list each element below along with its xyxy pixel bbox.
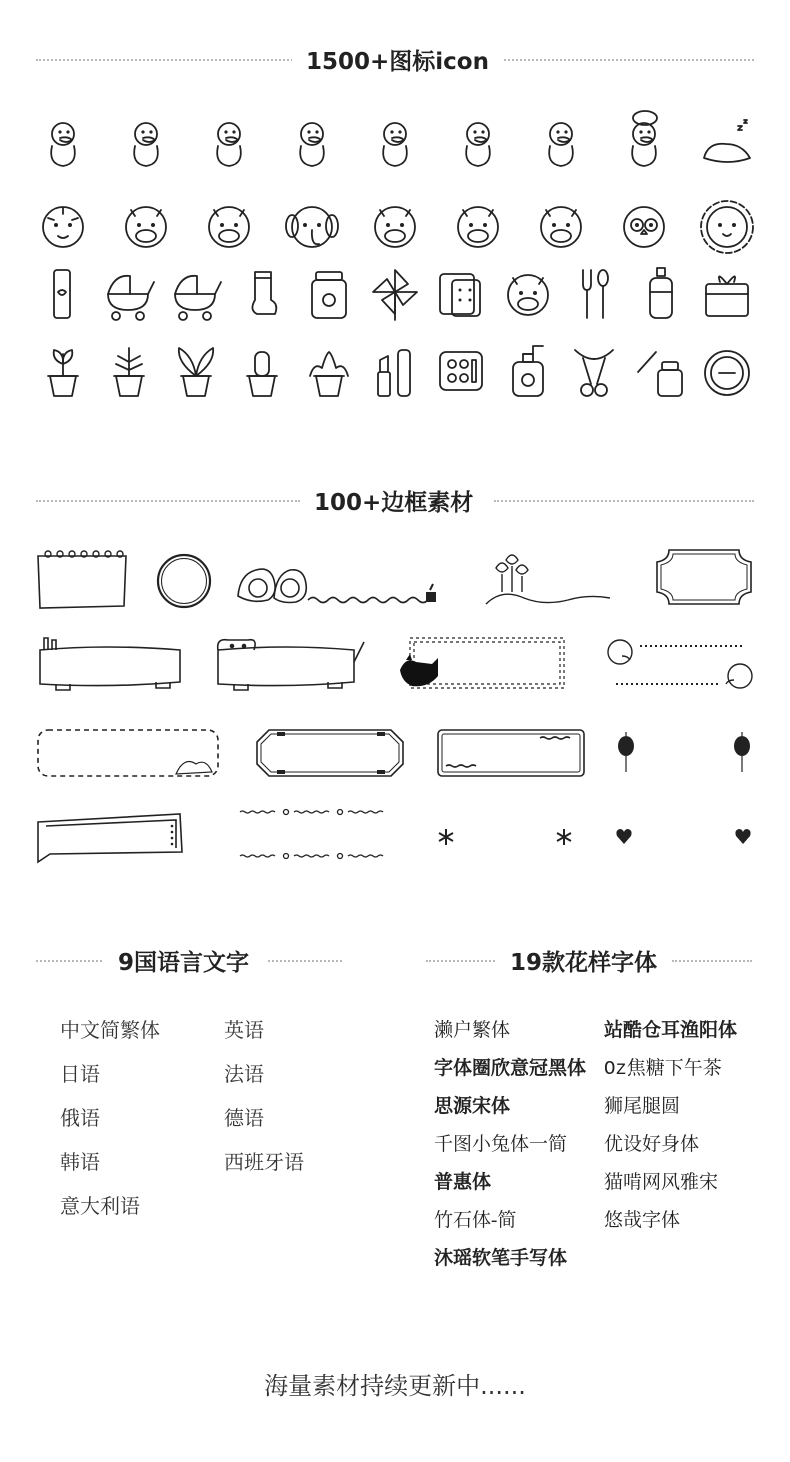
divider-right	[494, 500, 754, 502]
language-item: 法语	[224, 1062, 264, 1086]
duck-flipping-icon	[449, 114, 507, 172]
pinwheel-icon	[366, 264, 424, 322]
biscuit-icon	[432, 264, 490, 322]
duck-sleeping-icon	[698, 114, 756, 172]
language-item: 德语	[224, 1106, 264, 1130]
font-sample-item: 竹石体-简	[434, 1210, 517, 1231]
eyeshadow-palette-icon	[432, 342, 490, 400]
font-sample-item: 思源宋体	[434, 1095, 511, 1117]
lion-face-icon	[698, 196, 756, 254]
wavy-dot-lines-frame	[238, 804, 388, 862]
font-sample-item: 千图小兔体一简	[434, 1133, 568, 1155]
divider-right	[268, 960, 342, 962]
divider-right	[672, 960, 752, 962]
cactus-pot-icon	[233, 342, 291, 400]
dropper-bottle-icon	[632, 342, 690, 400]
languages-section-title: 9国语言文字	[104, 944, 263, 977]
succulent-pot-icon	[300, 342, 358, 400]
leafy-pot-icon	[167, 342, 225, 400]
sprout-pot-icon	[34, 342, 92, 400]
dashed-rounded-frame	[36, 728, 220, 782]
font-sample-item: 字体圈欣意冠黑体	[434, 1057, 587, 1079]
font-sample-item: 濑户繁体	[434, 1019, 511, 1041]
frames-section-title: 100+边框素材	[300, 484, 487, 517]
ornate-label-frame	[655, 548, 753, 606]
duck-thinking-icon	[615, 114, 673, 172]
bunny-long-frame	[36, 636, 184, 692]
feeding-bottle-icon	[632, 264, 690, 322]
tulip-hill-frame	[484, 548, 612, 608]
font-sample-item: 站酷仓耳渔阳体	[604, 1019, 738, 1041]
puppy-long-frame	[214, 636, 368, 692]
girls-wavy-line-frame	[234, 560, 444, 608]
owl-face-icon	[615, 196, 673, 254]
jar-icon	[300, 264, 358, 322]
duck-sitting-icon	[117, 114, 175, 172]
fox-face-icon	[449, 196, 507, 254]
baby-bottle-tube-icon	[34, 264, 92, 322]
language-item: 中文简繁体	[60, 1018, 160, 1042]
divider-left	[36, 500, 300, 502]
cow-face-icon	[200, 196, 258, 254]
language-item: 意大利语	[60, 1194, 140, 1218]
heart-pair-frame	[614, 826, 754, 848]
bear-face-icon	[499, 264, 557, 322]
fonts-section-title: 19款花样字体	[496, 944, 671, 977]
asterisk-pair-frame	[436, 826, 576, 848]
font-sample-item: 沐瑶软笔手写体	[434, 1248, 568, 1270]
tiger-face-icon	[34, 196, 92, 254]
language-item: 西班牙语	[224, 1150, 304, 1174]
duck-dotted-lines-frame	[604, 636, 754, 692]
spiral-notepad-frame	[36, 548, 128, 610]
pump-bottle-icon	[499, 342, 557, 400]
circle-frame	[156, 553, 212, 609]
pram-icon	[167, 264, 225, 322]
language-item: 英语	[224, 1018, 264, 1042]
language-item: 日语	[60, 1062, 100, 1086]
giraffe-face-icon	[366, 196, 424, 254]
double-rect-frame	[436, 728, 586, 778]
compact-mirror-icon	[698, 342, 756, 400]
speech-note-frame	[36, 812, 186, 864]
icons-section-title: 1500+图标icon	[292, 43, 503, 76]
font-sample-item: 普惠体	[434, 1171, 492, 1193]
font-sample-item: Oz焦糖下午茶	[604, 1058, 722, 1080]
font-sample-item: 猫啃网风雅宋	[604, 1171, 719, 1193]
font-sample-item: 悠哉字体	[604, 1210, 681, 1231]
font-sample-item: 优设好身体	[604, 1133, 700, 1155]
cutlery-icon	[565, 264, 623, 322]
lipstick-icon	[366, 342, 424, 400]
duck-standing-icon	[34, 114, 92, 172]
duck-waving-icon	[366, 114, 424, 172]
lantern-pair-frame	[614, 730, 754, 774]
hen-dotted-frame	[398, 636, 568, 692]
duck-heart-icon	[532, 114, 590, 172]
plant-pot-icon	[100, 342, 158, 400]
eyelash-curler-icon	[565, 342, 623, 400]
divider-right	[496, 59, 754, 61]
hippo-face-icon	[117, 196, 175, 254]
language-item: 韩语	[60, 1150, 100, 1174]
baby-sock-icon	[233, 264, 291, 322]
font-sample-item: 狮尾腿圆	[604, 1095, 681, 1117]
horse-face-icon	[532, 196, 590, 254]
footer-text: 海量素材持续更新中......	[264, 1372, 526, 1400]
duck-front-icon	[283, 114, 341, 172]
elephant-face-icon	[283, 196, 341, 254]
stroller-icon	[100, 264, 158, 322]
duck-peeking-icon	[200, 114, 258, 172]
octagon-frame	[255, 728, 405, 778]
language-item: 俄语	[60, 1106, 100, 1130]
divider-left	[36, 59, 296, 61]
gift-box-icon	[698, 264, 756, 322]
